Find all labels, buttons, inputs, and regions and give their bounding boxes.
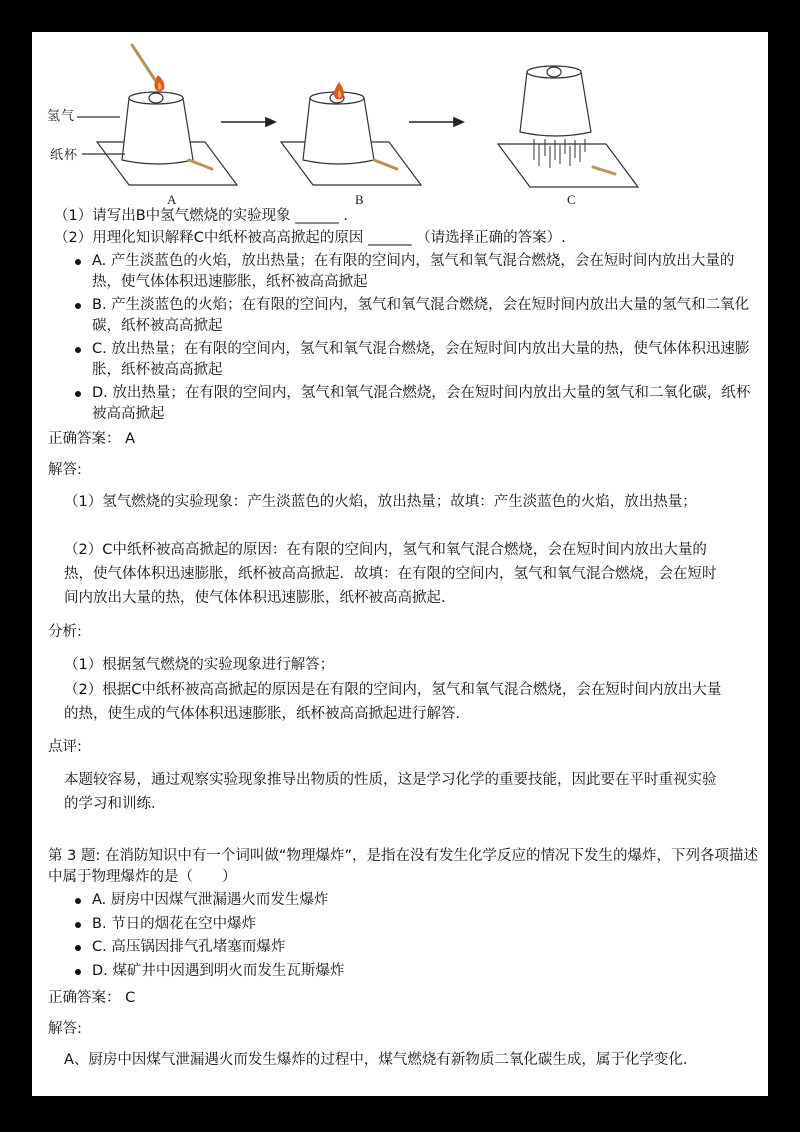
q2-solution-2: （2）C中纸杯被高高掀起的原因：在有限的空间内，氢气和氧气混合燃烧，会在短时间内放出大量的热，使气体体积迅速膨胀，纸杯被高高掀起．故填：在有限的空间内，氢气和氧气混合燃烧，会在短时间内放出大量的热，使气体体积迅速膨胀，纸杯被高高掀起． [64, 542, 717, 606]
experiment-diagram [32, 32, 768, 212]
q3-correct-answer [48, 988, 135, 1009]
answer-label: 正确答案： [48, 990, 121, 1006]
panel-label-b: B [355, 192, 364, 207]
q2-comment: 本题较容易，通过观察实验现象推导出物质的性质，这是学习化学的重要技能，因此要在平时重视实验的学习和训练． [64, 772, 717, 812]
q2-analysis-2: （2）根据C中纸杯被高高掀起的原因是在有限的空间内，氢气和氧气混合燃烧，会在短时间内放出大量的热，使生成的气体体积迅速膨胀，纸杯被高高掀起进行解答． [64, 682, 722, 722]
q2-comment-heading: 点评: [48, 739, 82, 755]
q2-correct-answer [48, 429, 135, 450]
q3-solution-a: A、厨房中因煤气泄漏遇火而发生爆炸的过程中，煤气燃烧有新物质二氧化碳生成，属于化学变化． [64, 1052, 698, 1068]
matchstick-a-lit [132, 45, 155, 80]
sub-question-2: （2）用理化知识解释C中纸杯被高高掀起的原因 ______ （请选择正确的答案）. [54, 230, 566, 246]
q2-option-c: C. 放出热量；在有限的空间内，氢气和氧气混合燃烧，会在短时间内放出大量的热，使气体体积迅速膨胀，纸杯被高高掀起 [72, 339, 752, 380]
q3-solution-heading: 解答: [48, 1021, 82, 1037]
panel-label-a: A [167, 192, 177, 207]
callout-paper-cup: 纸杯 [50, 148, 79, 163]
q3-stem: 第 3 题: 在消防知识中有一个词叫做“物理爆炸”，是指在没有发生化学反应的情况下发生的爆炸，下列各项描述中属于物理爆炸的是（ ） [48, 848, 758, 885]
matchstick-a [189, 160, 212, 169]
answer-value: C [125, 990, 136, 1006]
panel-label-c: C [567, 192, 576, 207]
answer-label: 正确答案： [48, 431, 121, 447]
answer-value: A [125, 431, 136, 447]
q2-analysis-heading: 分析: [48, 624, 82, 640]
q2-option-d: D. 放出热量；在有限的空间内，氢气和氧气混合燃烧，会在短时间内放出大量的氢气和二氧化碳，纸杯被高高掀起 [72, 383, 752, 424]
q3-option-d: D. 煤矿井中因遇到明火而发生瓦斯爆炸 [72, 961, 752, 982]
q3-option-a: A. 厨房中因煤气泄漏遇火而发生爆炸 [72, 890, 752, 911]
matchstick-b [374, 160, 397, 169]
q2-solution-1: （1）氢气燃烧的实验现象：产生淡蓝色的火焰，放出热量；故填：产生淡蓝色的火焰，放出热量； [64, 494, 697, 510]
sub-question-1: （1）请写出B中氢气燃烧的实验现象 ______ . [54, 208, 348, 224]
q2-analysis-1: （1）根据氢气燃烧的实验现象进行解答； [64, 657, 335, 673]
q2-options [72, 251, 752, 427]
paper-sheet-c [498, 144, 638, 187]
q2-solution-heading: 解答: [48, 462, 82, 478]
q3-option-b: B. 节日的烟花在空中爆炸 [72, 914, 752, 935]
q2-option-a: A. 产生淡蓝色的火焰，放出热量；在有限的空间内，氢气和氧气混合燃烧，会在短时间内放出大量的热，使气体体积迅速膨胀，纸杯被高高掀起 [72, 251, 752, 292]
matchstick-c [593, 167, 615, 174]
q3-option-c: C. 高压锅因排气孔堵塞而爆炸 [72, 937, 752, 958]
callout-hydrogen: 氢气 [47, 109, 76, 124]
document-page [32, 32, 768, 1096]
experiment-figure [32, 32, 768, 212]
q2-option-b: B. 产生淡蓝色的火焰；在有限的空间内，氢气和氧气混合燃烧，会在短时间内放出大量的氢气和二氧化碳，纸杯被高高掀起 [72, 295, 752, 336]
q3-options [72, 890, 752, 984]
